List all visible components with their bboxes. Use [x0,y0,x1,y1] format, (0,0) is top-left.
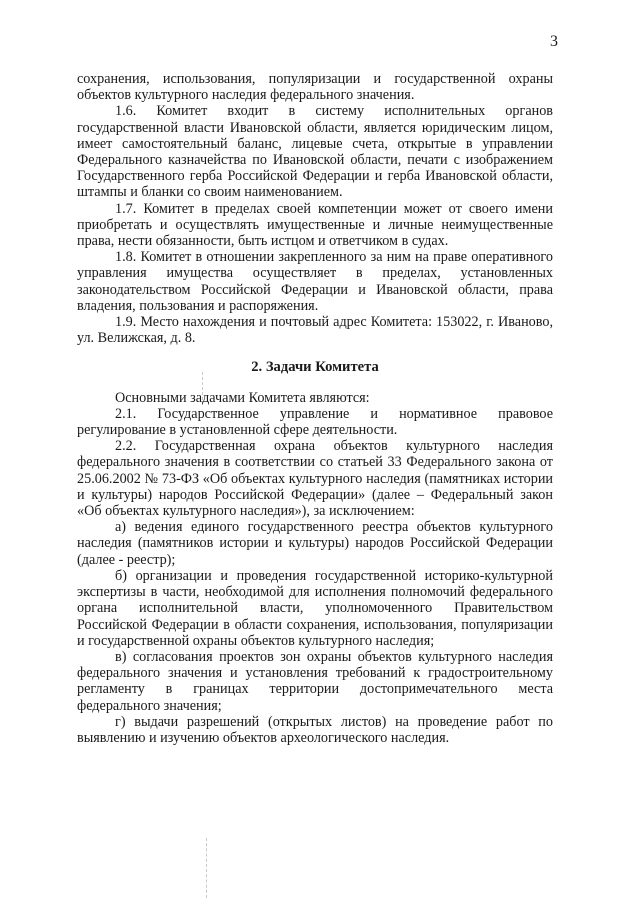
paragraph-continuation: сохранения, использования, популяризации и государственной охраны объектов культурного наследия федерального значения. [77,71,553,104]
paragraph-item-g: г) выдачи разрешений (открытых листов) на проведение работ по выявлению и изучению объектов археологического наследия. [77,713,553,746]
scan-artifact-line [202,372,203,400]
paragraph-1-7: 1.7. Комитет в пределах своей компетенции может от своего имени приобретать и осуществлять имущественные и личные неимущественные права, нести обязанности, быть истцом и ответчиком в судах. [77,200,553,250]
section-heading: 2. Задачи Комитета [251,359,379,376]
paragraph-item-v: в) согласования проектов зон охраны объектов культурного наследия федерального значения и установления требований к градостроительному регламенту в границах территории достопримечательного места федерального значения; [77,648,553,714]
paragraph-2-2: 2.2. Государственная охрана объектов культурного наследия федерального значения в соответствии со статьей 33 Федерального закона от 25.06.2002 № 73-ФЗ «Об объектах культурного наследия (памятниках истории и культуры) народов Российской Федерации» (далее – Федеральный закон «Об объектах культурного наследия»), за исключением: [77,438,553,520]
paragraph-item-b: б) организации и проведения государственной историко-культурной экспертизы в части, необходимой для исполнения полномочий федерального органа исполнительной власти, уполномоченного Правительством Российской Федерации в области сохранения, использования, популяризации и государственной охраны объектов культурного наследия; [77,567,553,649]
scan-artifact-line [206,838,207,898]
paragraph-1-9: 1.9. Место нахождения и почтовый адрес Комитета: 153022, г. Иваново, ул. Велижская, д. 8. [77,314,553,347]
page-number: 3 [550,33,558,50]
paragraph-item-a: а) ведения единого государственного реестра объектов культурного наследия (памятников истории и культуры) народов Российской Федерации (далее - реестр); [77,519,553,568]
paragraph-1-8: 1.8. Комитет в отношении закрепленного за ним на праве оперативного управления имущества осуществляет в пределах, установленных законодательством Российской Федерации и Ивановской области, права владения, пользования и распоряжения. [77,249,553,314]
paragraph-tasks-intro: Основными задачами Комитета являются: [115,389,370,406]
document-body [77,71,553,746]
paragraph-1-6: 1.6. Комитет входит в систему исполнительных органов государственной власти Ивановской области, является юридическим лицом, имеет самостоятельный баланс, лицевые счета, открытые в управлении Федерального казначейства по Ивановской области, печати с изображением Государственного герба Российской Федерации и герба Ивановской области, штампы и бланки со своим наименованием. [77,103,553,201]
paragraph-2-1: 2.1. Государственное управление и нормативное правовое регулирование в установленной сфере деятельности. [77,405,553,439]
